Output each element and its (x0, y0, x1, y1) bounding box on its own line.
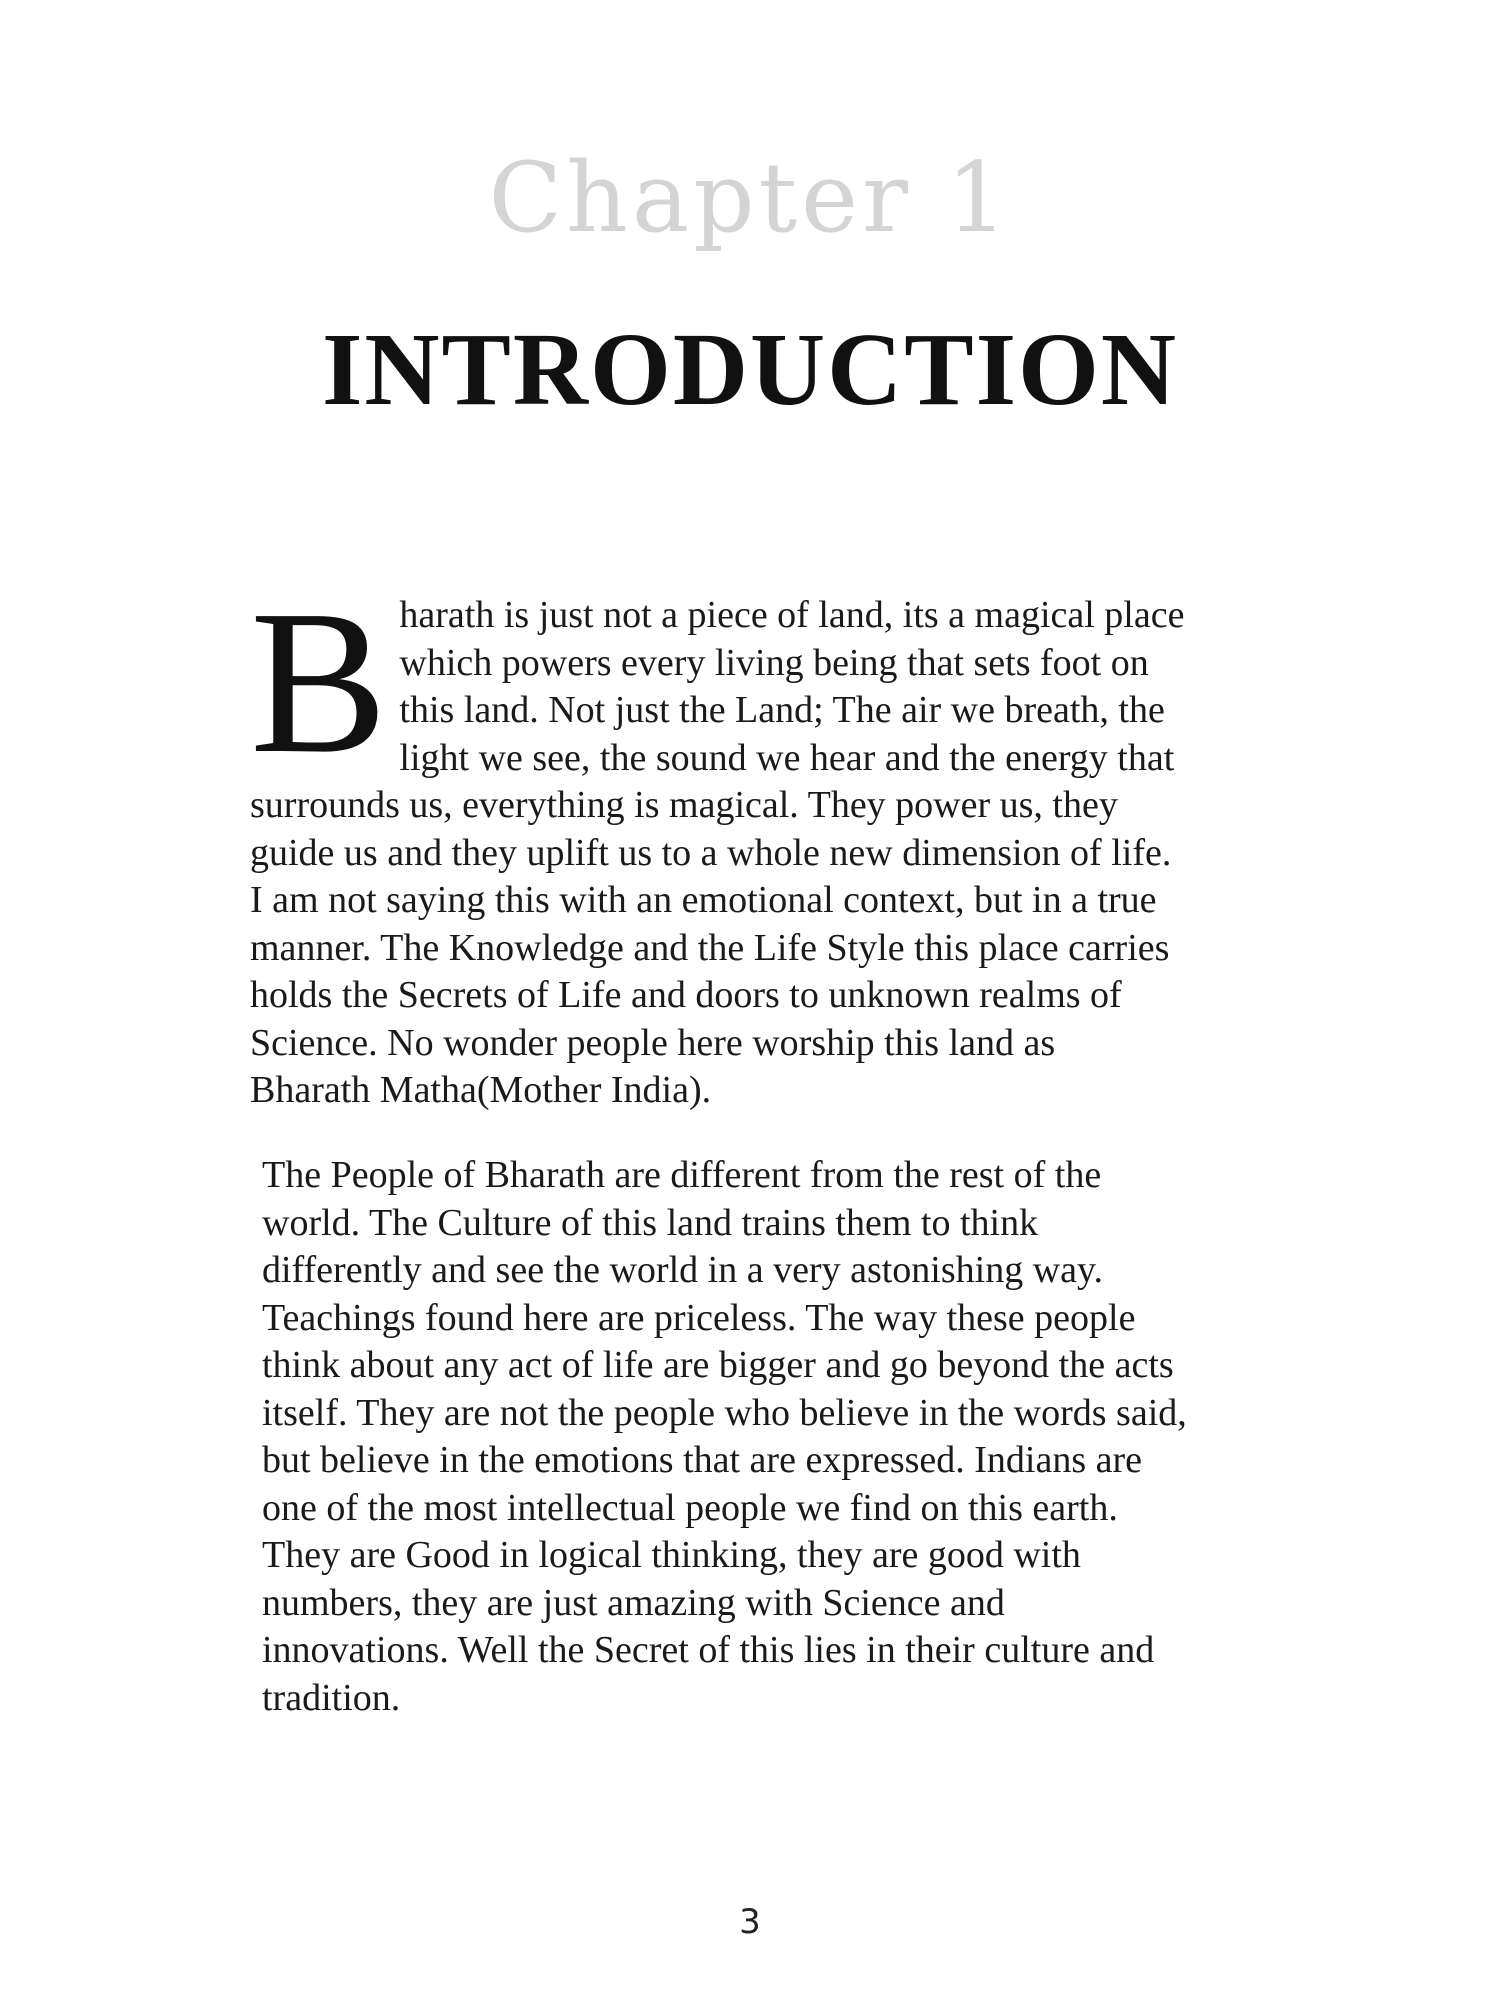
text-line: surrounds us, everything is magical. They power us, they (250, 784, 1118, 826)
chapter-title: INTRODUCTION (321, 312, 1179, 427)
text-line: this land. Not just the Land; The air we breath, the (399, 689, 1165, 731)
text-line: but believe in the emotions that are expressed. Indians are (262, 1439, 1143, 1481)
text-line: guide us and they uplift us to a whole new dimension of life. (250, 831, 1172, 874)
text-line: innovations. Well the Secret of this lies in their culture and (262, 1629, 1155, 1671)
chapter-label: Chapter 1 (488, 142, 1012, 254)
text-line: Science. No wonder people here worship this land as (250, 1021, 1056, 1064)
text-line: light we see, the sound we hear and the energy that (399, 736, 1175, 779)
text-line: world. The Culture of this land trains them to think (262, 1201, 1039, 1244)
text-line: think about any act of life are bigger and go beyond the acts (262, 1344, 1174, 1386)
text-line: They are Good in logical thinking, they are good with (262, 1534, 1081, 1576)
drop-cap: B (250, 567, 388, 796)
text-line: one of the most intellectual people we find on this earth. (262, 1486, 1118, 1529)
text-line: itself. They are not the people who believe in the words said, (262, 1391, 1187, 1434)
text-line: The People of Bharath are different from the rest of the (262, 1154, 1102, 1196)
text-line: Teachings found here are priceless. The way these people (262, 1296, 1136, 1339)
text-line: Bharath Matha(Mother India). (250, 1069, 712, 1111)
text-line: tradition. (262, 1676, 401, 1719)
text-line: numbers, they are just amazing with Science and (262, 1581, 1005, 1624)
text-line: differently and see the world in a very astonishing way. (262, 1249, 1104, 1291)
text-line: holds the Secrets of Life and doors to unknown realms of (250, 974, 1122, 1016)
paragraph-1 (250, 567, 1290, 1115)
text-line: harath is just not a piece of land, its a magical place (399, 594, 1185, 636)
page-number: 3 (739, 1902, 761, 1942)
text-line: I am not saying this with an emotional context, but in a true (250, 879, 1157, 921)
paragraph-2 (262, 1152, 1302, 1722)
text-line: which powers every living being that sets foot on (399, 641, 1149, 684)
text-line: manner. The Knowledge and the Life Style this place carries (250, 926, 1170, 969)
